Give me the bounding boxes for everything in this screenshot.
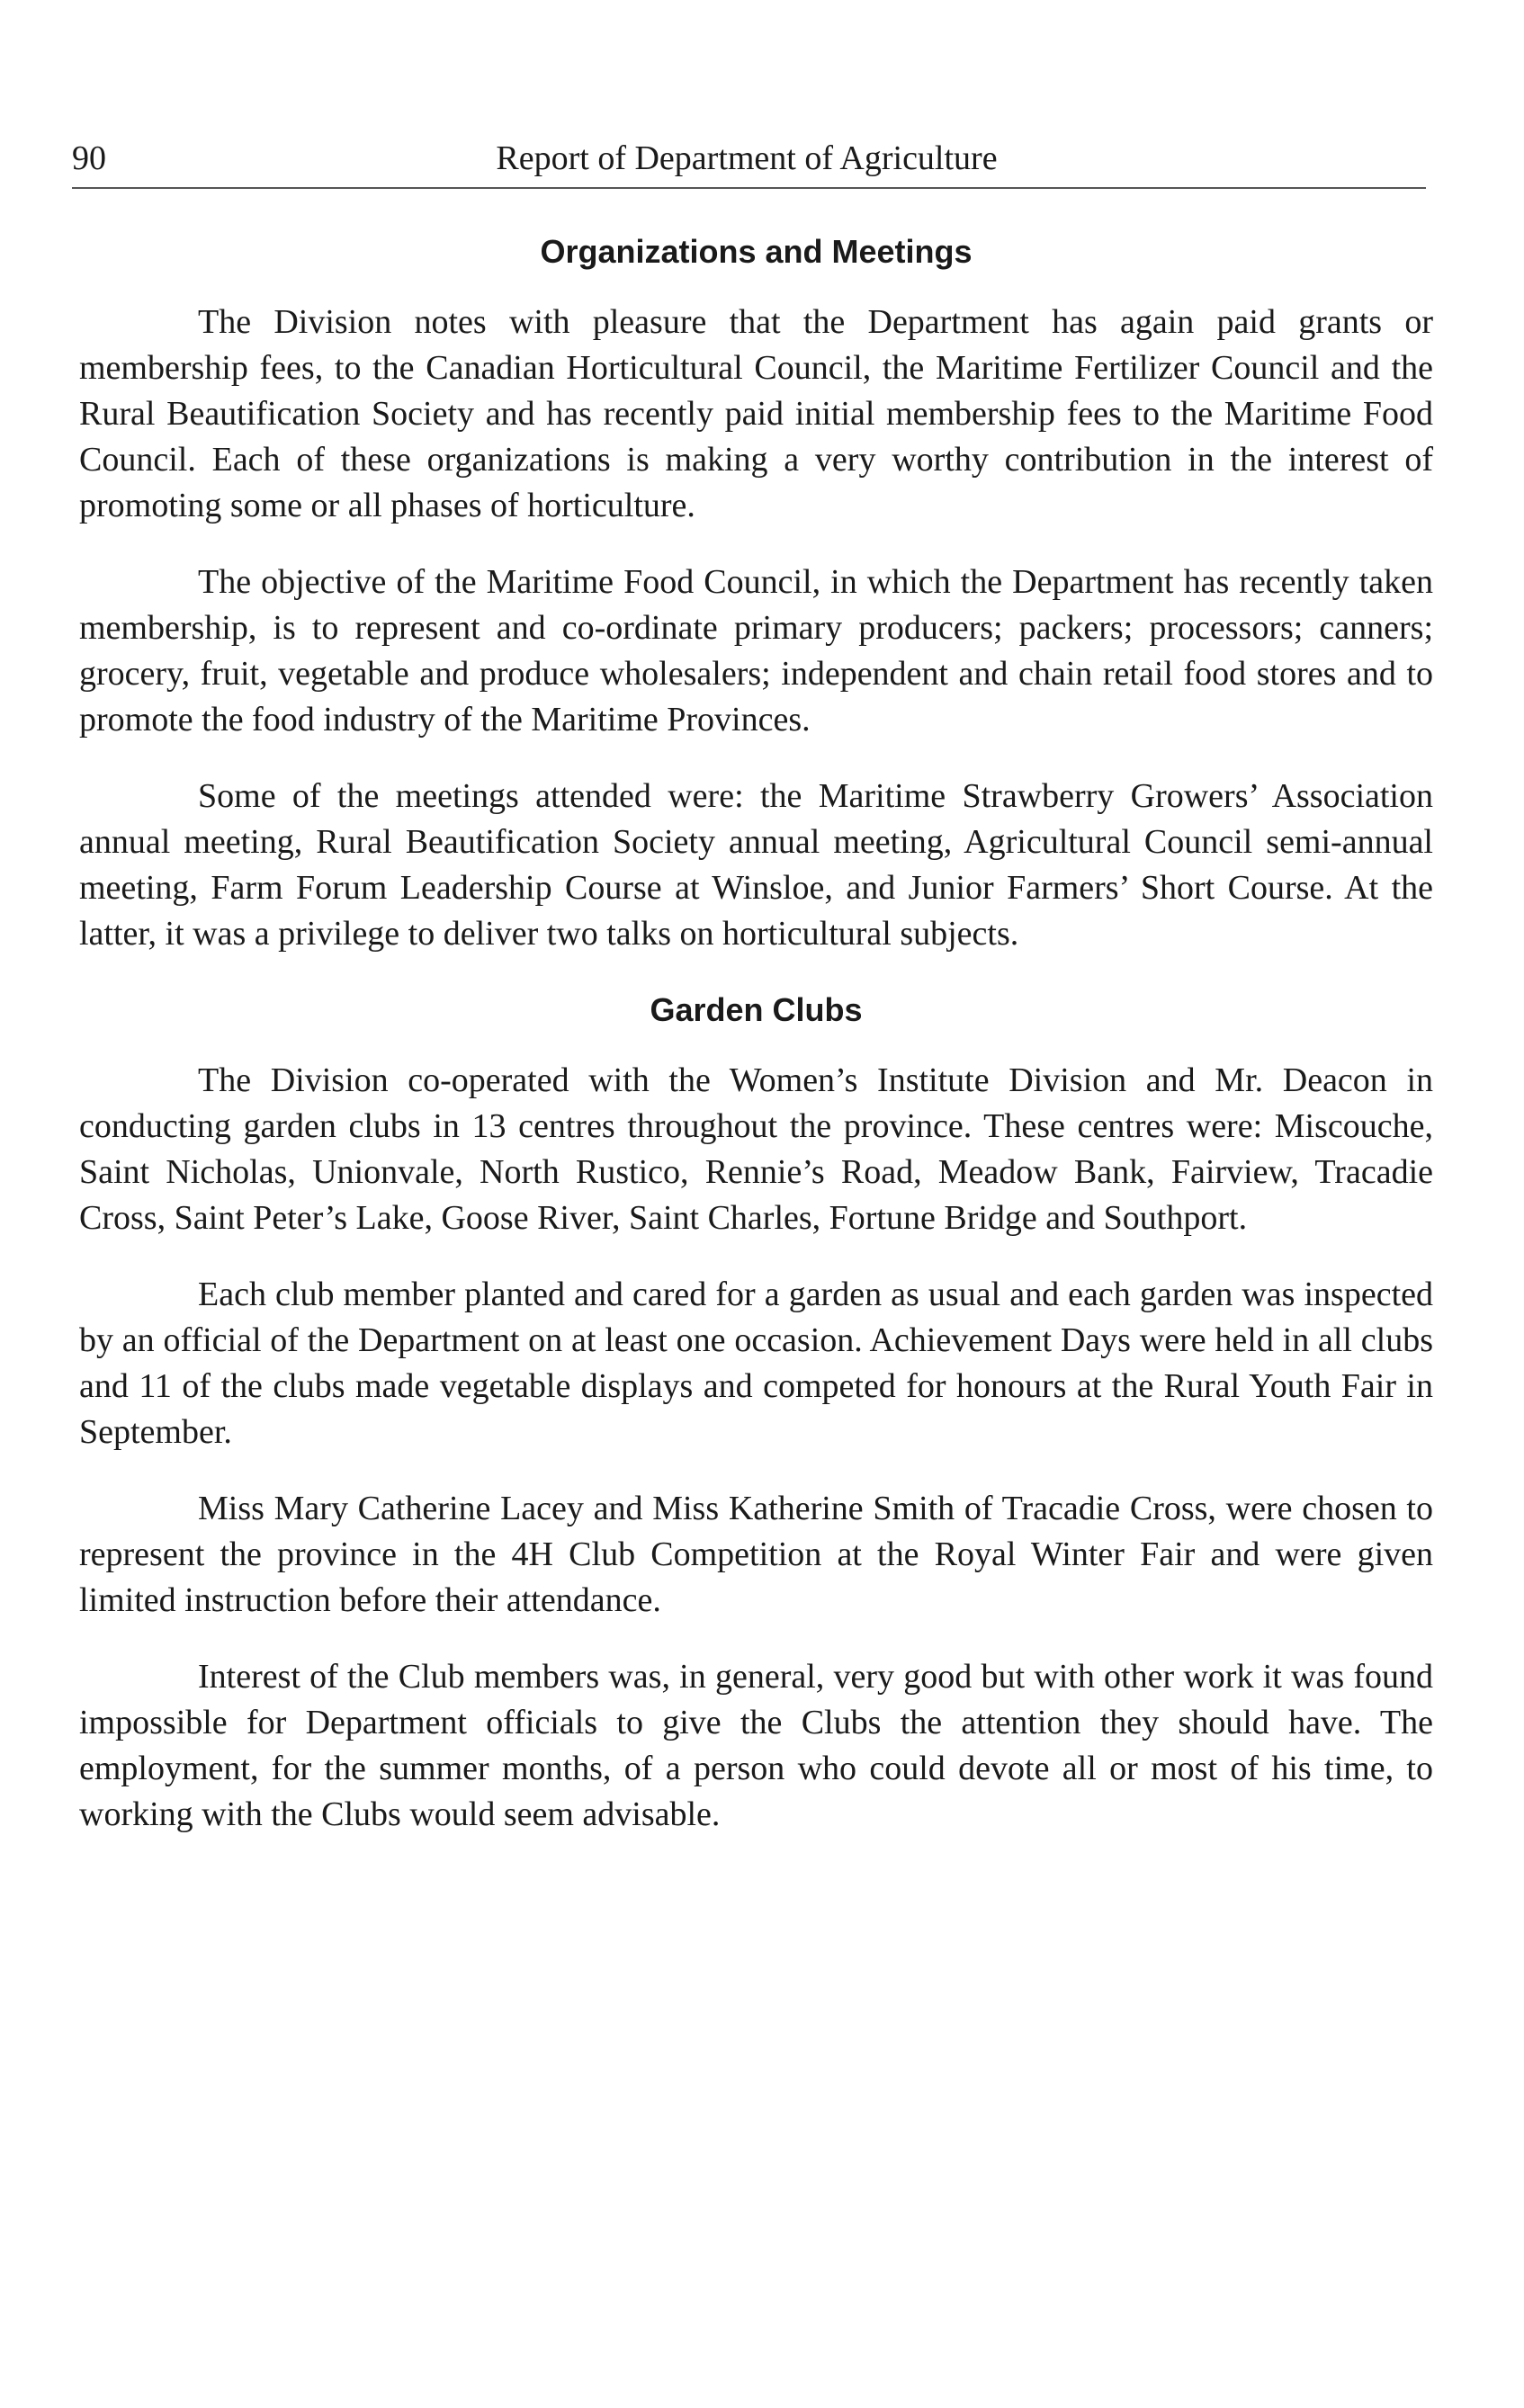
header-rule	[72, 187, 1426, 189]
section-garden-clubs	[79, 988, 1433, 1838]
section-heading: Organizations and Meetings	[540, 233, 973, 270]
section-heading: Garden Clubs	[650, 991, 863, 1028]
paragraph: Miss Mary Catherine Lacey and Miss Katherine Smith of Tracadie Cross, were chosen to represent the province in the 4H Club Competition at the Royal Winter Fair and were given limited instruction before their attendance.	[79, 1490, 1433, 1619]
page-body	[79, 229, 1433, 1838]
paragraph: Interest of the Club members was, in general, very good but with other work it was found impossible for Department officials to give the Clubs the attention they should have. The employment, for the summer months, of a person who could devote all or most of his time, to working with the Clubs would seem advisable.	[79, 1658, 1433, 1833]
running-header	[72, 135, 1426, 189]
paragraph: The objective of the Maritime Food Council, in which the Department has recently taken membership, is to represent and co-ordinate primary producers; packers; processors; canners; grocery, fruit, vegetable and produce wholesalers; independent and chain retail food stores and to promote the food industry of the Maritime Provinces.	[79, 563, 1433, 739]
running-title: Report of Department of Agriculture	[496, 139, 998, 177]
paragraph: The Division co-operated with the Women’s Institute Division and Mr. Deacon in conducting garden clubs in 13 centres throughout the province. These centres were: Miscouche, Saint Nicholas, Unionvale, North Rustico, Rennie’s Road, Meadow Bank, Fairview, Tracadie Cross, Saint Peter’s Lake, Goose River, Saint Charles, Fortune Bridge and Southport.	[79, 1061, 1433, 1237]
page-number: 90	[72, 139, 106, 177]
paragraph: Each club member planted and cared for a garden as usual and each garden was inspected by an official of the Department on at least one occasion. Achievement Days were held in all clubs and 11 of the clubs made vegetable displays and competed for honours at the Rural Youth Fair in September.	[79, 1276, 1433, 1451]
paragraph: The Division notes with pleasure that the Department has again paid grants or membership fees, to the Canadian Horticultural Council, the Maritime Fertilizer Council and the Rural Beautification Society and has recently paid initial membership fees to the Maritime Food Council. Each of these organizations is making a very worthy contribution in the interest of promoting some or all phases of horticulture.	[79, 303, 1433, 524]
paragraph: Some of the meetings attended were: the Maritime Strawberry Growers’ Association annual meeting, Rural Beautification Society annual meeting, Agricultural Council semi-annual meeting, Farm Forum Leadership Course at Winsloe, and Junior Farmers’ Short Course. At the latter, it was a privilege to deliver two talks on horticultural subjects.	[79, 777, 1433, 953]
section-organizations-and-meetings	[79, 229, 1433, 957]
